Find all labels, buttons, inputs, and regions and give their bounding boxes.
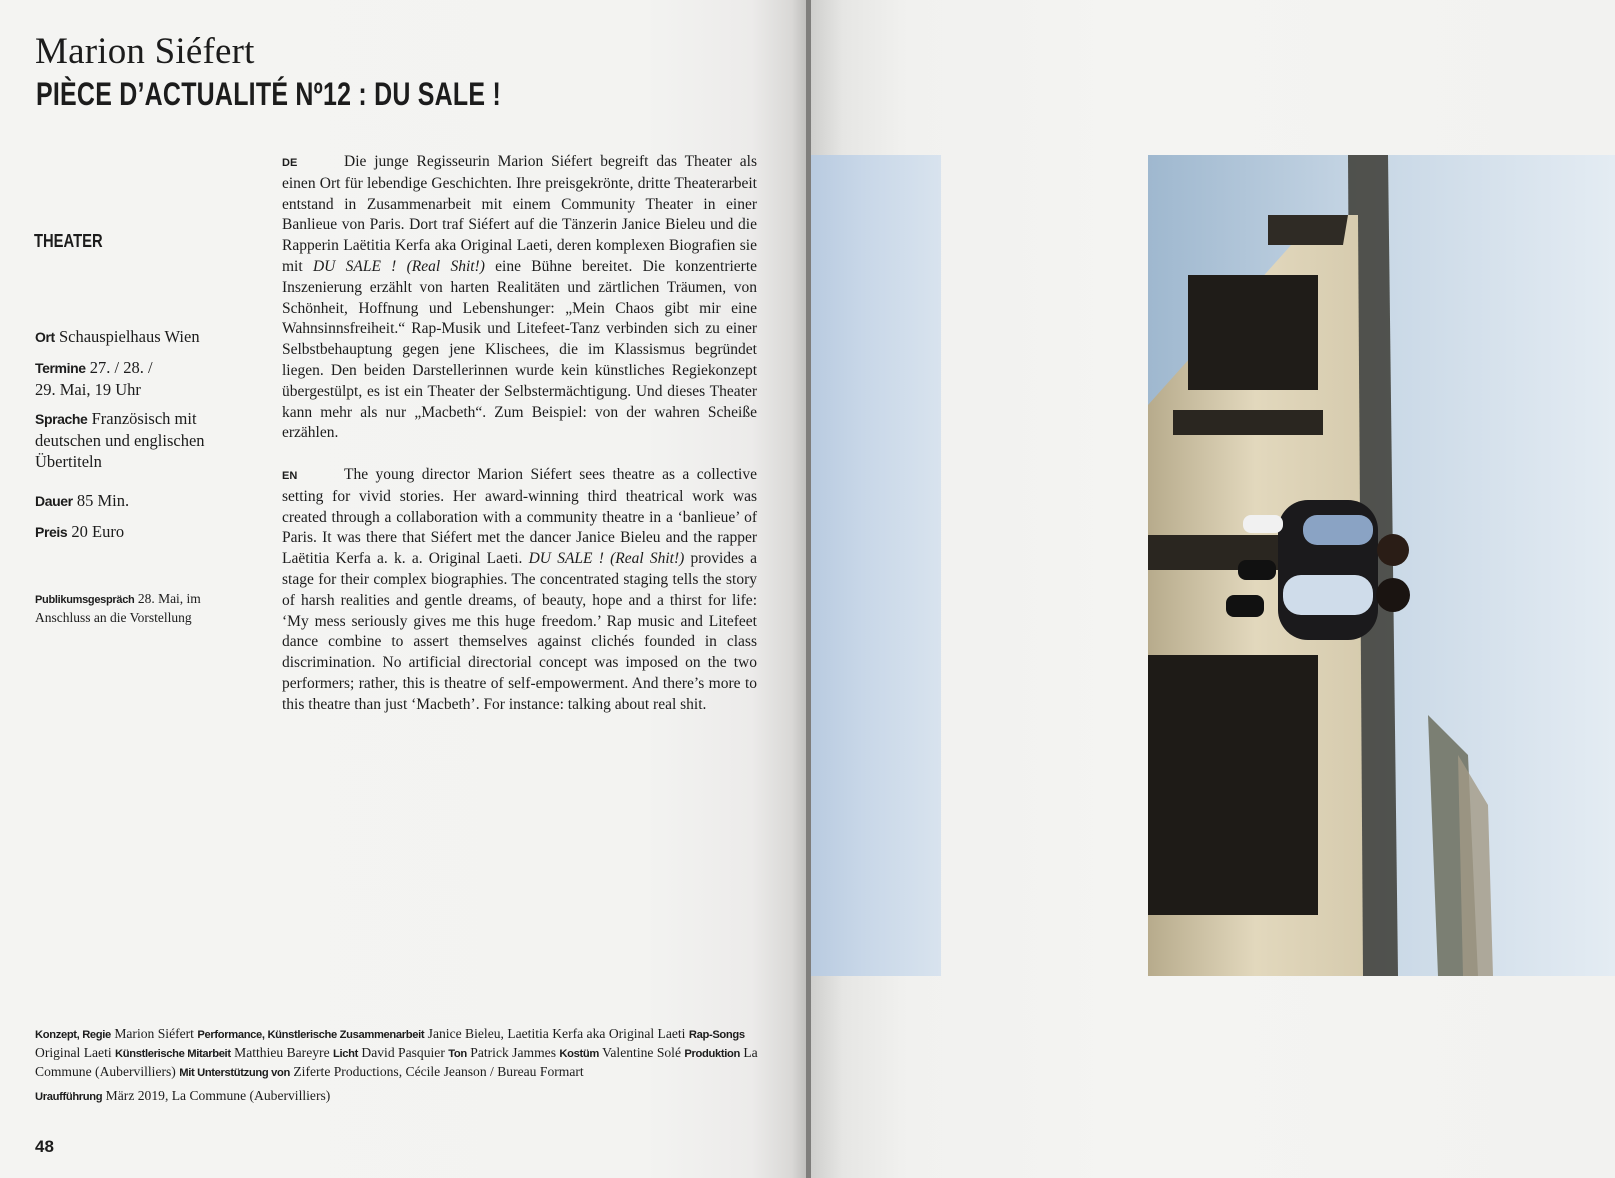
de-paragraph-end: eine Bühne bereitet. Die konzentrierte Inszenierung erzählt von harten Realitäten und zärtlichen Träumen, von Schönheit, Hoffnung und Lebenshunger: „Mein Chaos gibt mir eine Wahnsinnsfreiheit.“ Rap-Musik und Litefeet-Tanz verbinden sich zu einer Selbstbehauptung gegen jene Klischees, die im Klassismus begründet liegen. Den beiden Darstellerinnen wurde kein künstliches Regiekonzept übergestülpt, es ist ein Theater der Selbstermächtigung. Und dieses Theater kann mehr als nur „Macbeth“. Zum Beispiel: von der wahren Scheiße erzählen. (282, 257, 758, 442)
credit-label: Rap-Songs (688, 1029, 745, 1041)
info-language (35, 408, 210, 472)
performers-photo (1148, 155, 1615, 976)
info-label: Termine (35, 360, 86, 376)
en-paragraph-end: provides a stage for their complex biographies. The concentrated staging tells the story of harsh realities and gentle dreams, of beauty, hope and a thirst for life: ‘My mess seriously gives me this huge freedom.’ Rap music and Litefeet dance combine to assert themselves against clichés founded in class discrimination. No artificial directorial concept was imposed on the two performers; rather, this is theatre of self-empowerment. And there’s more to this theatre than just ‘Macbeth’. For instance: talking about real shit. (282, 550, 758, 713)
german-text (282, 152, 757, 444)
en-paragraph-start: The young director Marion Siéfert sees theatre as a collective setting for vivid stories. Her award-winning third theatrical work was created through a collaboration with a community theatre in a ‘banlieue’ of Paris. It was there that Siéfert met the dancer Janice Bieleu and the rapper Laëtitia Kerfa a. k. a. Original Laeti. (282, 466, 757, 568)
info-value: 20 Euro (71, 522, 125, 541)
audience-talk (35, 590, 255, 627)
de-title-italic: DU SALE ! (Real Shit!) (312, 257, 485, 275)
credit-value: Original Laeti (35, 1045, 112, 1061)
credit-value: Patrick Jammes (470, 1045, 556, 1061)
credits-block (35, 1025, 760, 1083)
credit-label: Ton (448, 1048, 467, 1061)
info-price (35, 521, 235, 543)
info-label: Preis (35, 524, 68, 540)
info-value: Schauspielhaus Wien (58, 327, 200, 346)
info-value: 85 Min. (76, 491, 130, 510)
de-paragraph-start: Die junge Regisseurin Marion Siéfert begreift das Theater als einen Ort für lebendige Geschichten. Ihre preisgekrönte, dritte Theaterarbeit entstand in Zusammenarbeit mit einem Community Theater in einer Banlieue von Paris. Dort traf Siéfert auf die Tänzerin Janice Bieleu und die Rapperin Laëtitia Kerfa aka Original Laeti, deren komplexen Biografien sie mit (282, 153, 757, 275)
info-label: Ort (35, 329, 55, 345)
credit-label: Kostüm (559, 1048, 599, 1061)
credit-value: Matthieu Bareyre (234, 1045, 330, 1061)
premiere-label: Uraufführung (35, 1091, 103, 1103)
author-name: Marion Siéfert (35, 31, 255, 72)
info-label: Dauer (35, 493, 73, 509)
premiere-value: März 2019, La Commune (Aubervilliers) (105, 1088, 331, 1103)
lang-tag-de: DE (282, 157, 298, 169)
info-label: Sprache (35, 411, 88, 427)
credit-value: La Commune (Aubervilliers) (35, 1045, 758, 1080)
category-label: THEATER (34, 231, 103, 251)
info-value: Französisch mit deutschen und englischen Übertiteln (35, 409, 205, 471)
info-dates (35, 357, 165, 400)
info-value: 27. / 28. / 29. Mai, 19 Uhr (35, 358, 153, 399)
credit-label: Künstlerische Mitarbeit (115, 1048, 231, 1061)
info-venue (35, 326, 235, 348)
lang-tag-en: EN (282, 470, 298, 482)
credit-label: Licht (333, 1048, 358, 1061)
photo-bleed-strip (811, 155, 941, 976)
production-title: PIÈCE D’ACTUALITÉ Nº12 : DU SALE ! (36, 76, 502, 112)
english-text (282, 465, 757, 716)
en-title-italic: DU SALE ! (Real Shit!) (528, 550, 685, 568)
info-duration (35, 490, 235, 512)
credit-label: Mit Unterstützung von (179, 1067, 290, 1080)
credit-value: Janice Bieleu, Laetitia Kerfa aka Original Laeti (427, 1026, 686, 1041)
talk-value: 28. Mai, im Anschluss an die Vorstellung (35, 591, 201, 625)
talk-label: Publikumsgespräch (35, 594, 135, 606)
page-number: 48 (35, 1137, 54, 1156)
credit-value: David Pasquier (361, 1045, 445, 1061)
premiere-line (35, 1088, 330, 1104)
credit-label: Produktion (684, 1048, 740, 1061)
credit-label: Konzept, Regie (35, 1029, 111, 1041)
credit-value: Valentine Solé (602, 1045, 681, 1061)
credit-value: Ziferte Productions, Cécile Jeanson / Bureau Formart (293, 1064, 584, 1080)
credit-value: Marion Siéfert (114, 1026, 194, 1041)
credit-label: Performance, Künstlerische Zusammenarbeit (197, 1029, 425, 1041)
